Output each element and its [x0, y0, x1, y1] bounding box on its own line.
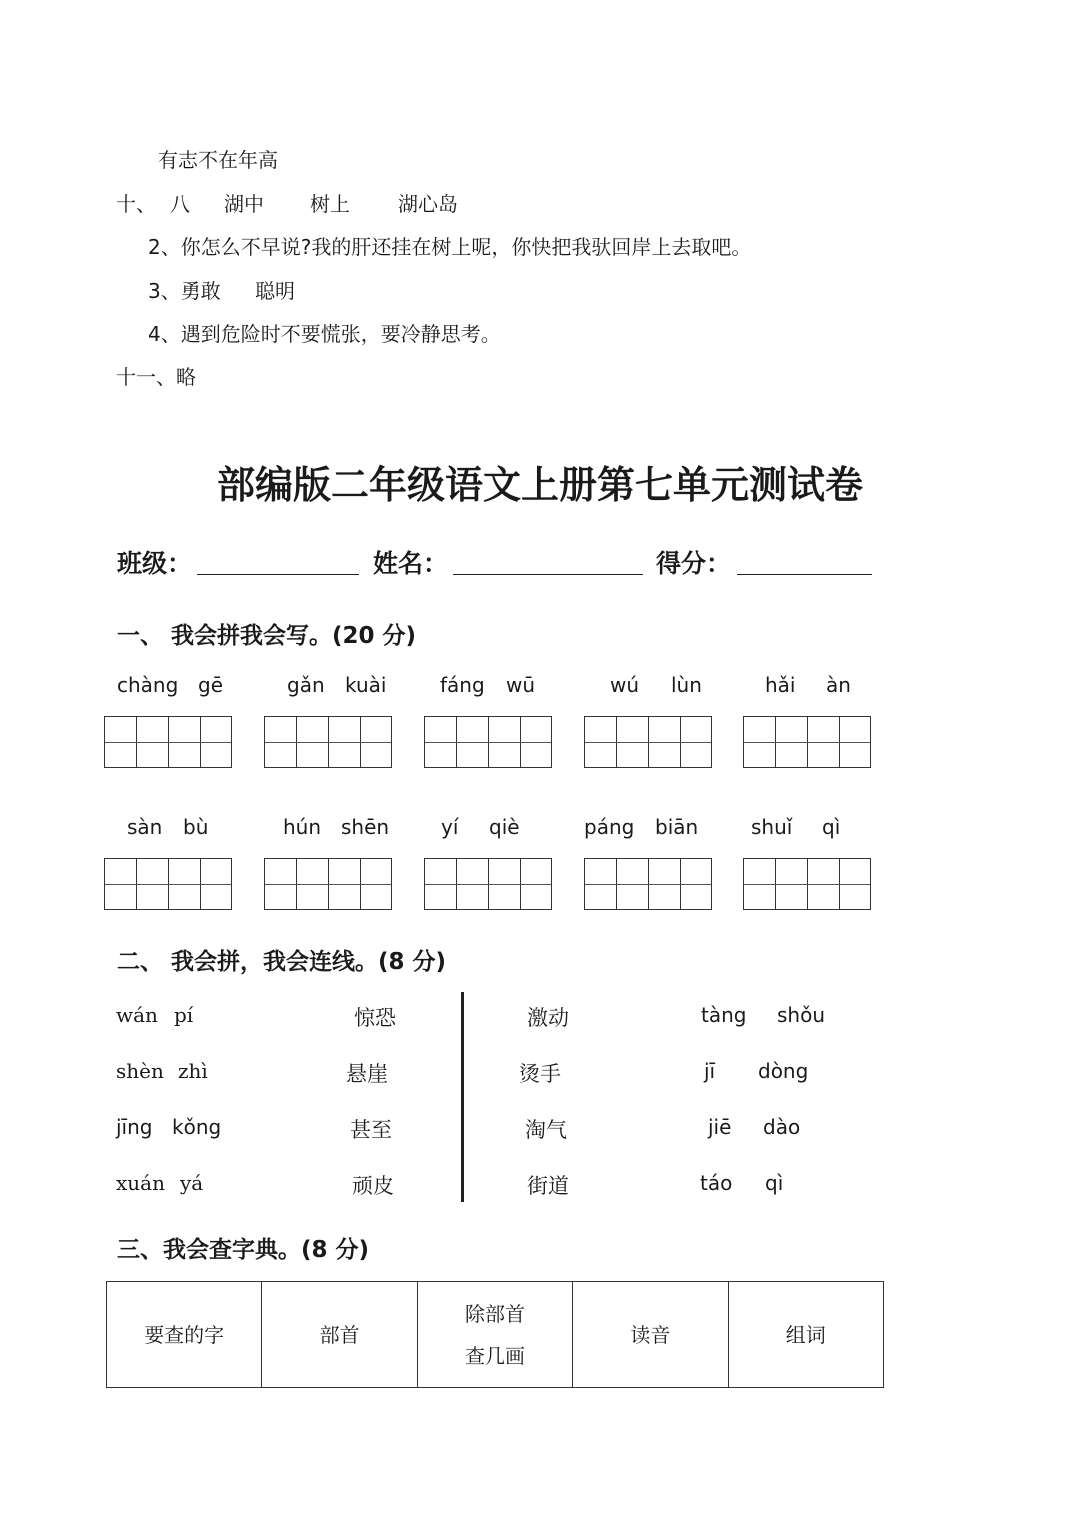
- writing-grid[interactable]: [584, 716, 712, 768]
- pinyin: táo: [700, 1171, 733, 1195]
- pinyin: hún: [283, 815, 322, 839]
- col-header-char: 要查的字: [107, 1282, 262, 1388]
- pinyin: lùn: [671, 673, 702, 697]
- writing-grid[interactable]: [424, 858, 552, 910]
- pinyin: wú: [610, 673, 640, 697]
- pinyin: kǒng: [172, 1115, 222, 1139]
- answer-line-motto: 有志不在年高: [158, 148, 278, 172]
- answer-line-3a: 3、勇敢: [148, 279, 221, 303]
- pinyin: yí: [441, 815, 459, 839]
- writing-grid[interactable]: [104, 716, 232, 768]
- col-header-strokes-line2: 查几画: [464, 1343, 525, 1368]
- pinyin: sàn: [127, 815, 163, 839]
- pinyin: shǒu: [777, 1003, 826, 1027]
- score-blank[interactable]: [737, 574, 872, 575]
- name-label: 姓名：: [373, 549, 449, 578]
- pinyin: pí: [174, 1003, 194, 1027]
- class-label: 班级：: [117, 549, 193, 578]
- pinyin: wū: [506, 673, 536, 697]
- pinyin: jīng: [116, 1115, 153, 1139]
- dictionary-table: [106, 1281, 884, 1388]
- section3-heading: 三、我会查字典。(8 分): [117, 1237, 370, 1263]
- pinyin: jiē: [708, 1115, 732, 1139]
- pinyin: hǎi: [765, 673, 796, 697]
- pinyin: gē: [198, 673, 223, 697]
- answer-line-4: 4、遇到危险时不要慌张，要冷静思考。: [148, 322, 501, 346]
- column-divider: [461, 992, 464, 1202]
- pinyin: jī: [704, 1059, 716, 1083]
- match-word[interactable]: 街道: [527, 1174, 569, 1198]
- writing-grid[interactable]: [743, 716, 871, 768]
- section2-heading: 二、 我会拼，我会连线。(8 分): [117, 949, 447, 975]
- pinyin: gǎn: [287, 673, 325, 697]
- page-title: 部编版二年级语文上册第七单元测试卷: [216, 463, 863, 507]
- pinyin: dòng: [758, 1059, 809, 1083]
- writing-grid[interactable]: [424, 716, 552, 768]
- pinyin: shuǐ: [751, 815, 793, 839]
- pinyin: fáng: [440, 673, 485, 697]
- pinyin: xuán: [116, 1171, 165, 1195]
- pinyin: wán: [116, 1003, 158, 1027]
- col-header-strokes: [417, 1282, 572, 1388]
- pinyin: qì: [765, 1171, 784, 1195]
- answer-line-3b: 聪明: [255, 279, 295, 303]
- answer-ten-item-2: 湖中: [224, 192, 264, 216]
- pinyin: qiè: [489, 815, 520, 839]
- name-blank[interactable]: [453, 574, 643, 575]
- pinyin: kuài: [345, 673, 387, 697]
- answer-ten-item-3: 树上: [310, 192, 350, 216]
- col-header-radical: 部首: [262, 1282, 417, 1388]
- match-word[interactable]: 激动: [527, 1006, 569, 1030]
- pinyin: yá: [180, 1171, 204, 1195]
- match-word[interactable]: 淘气: [525, 1118, 567, 1142]
- pinyin: àn: [826, 673, 851, 697]
- pinyin: dào: [763, 1115, 801, 1139]
- writing-grid[interactable]: [264, 716, 392, 768]
- match-word[interactable]: 烫手: [519, 1062, 561, 1086]
- writing-grid[interactable]: [584, 858, 712, 910]
- pinyin: páng: [584, 815, 635, 839]
- pinyin: shèn: [116, 1059, 164, 1083]
- answer-line-11: 十一、略: [116, 365, 196, 389]
- class-blank[interactable]: [197, 574, 359, 575]
- match-word[interactable]: 顽皮: [352, 1174, 394, 1198]
- pinyin: tàng: [701, 1003, 747, 1027]
- answer-ten-item-4: 湖心岛: [398, 192, 458, 216]
- col-header-pronunciation: 读音: [573, 1282, 728, 1388]
- pinyin: shēn: [341, 815, 390, 839]
- score-label: 得分：: [656, 549, 732, 578]
- match-word[interactable]: 悬崖: [346, 1062, 388, 1086]
- pinyin: chàng: [117, 673, 179, 697]
- col-header-words: 组词: [728, 1282, 883, 1388]
- pinyin: bù: [183, 815, 209, 839]
- pinyin: qì: [822, 815, 841, 839]
- answer-ten-label: 十、: [116, 192, 156, 216]
- writing-grid[interactable]: [264, 858, 392, 910]
- match-word[interactable]: 甚至: [350, 1118, 392, 1142]
- answer-line-2: 2、你怎么不早说?我的肝还挂在树上呢，你快把我驮回岸上去取吧。: [148, 235, 752, 259]
- col-header-strokes-line1: 除部首: [464, 1301, 525, 1326]
- pinyin: zhì: [178, 1059, 208, 1083]
- writing-grid[interactable]: [743, 858, 871, 910]
- writing-grid[interactable]: [104, 858, 232, 910]
- section1-heading: 一、 我会拼我会写。(20 分): [117, 623, 417, 649]
- pinyin: biān: [655, 815, 699, 839]
- match-word[interactable]: 惊恐: [354, 1006, 396, 1030]
- answer-ten-item-1: 八: [170, 192, 190, 216]
